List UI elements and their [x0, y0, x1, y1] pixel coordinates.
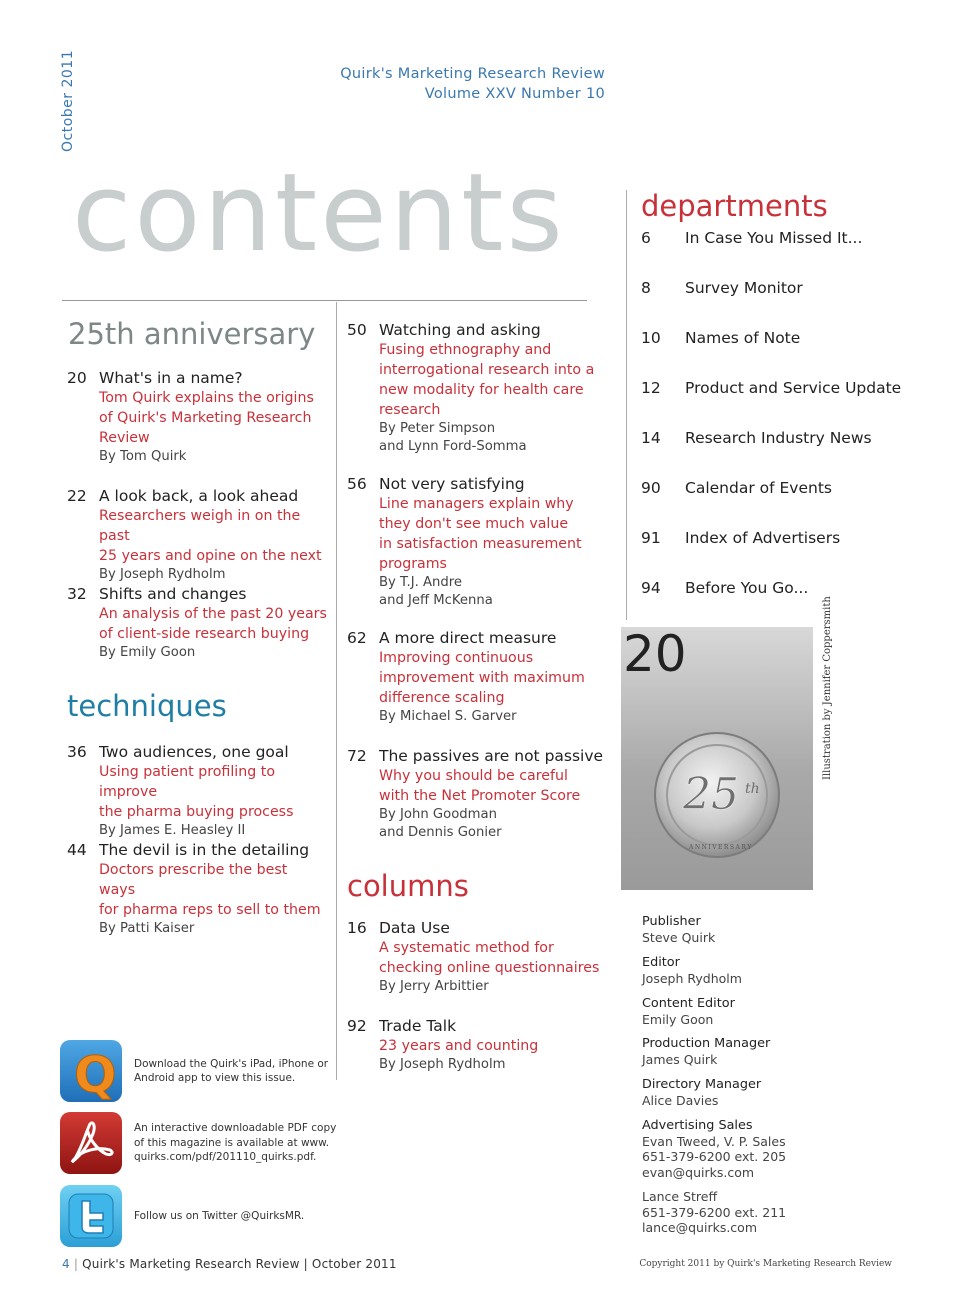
department-item[interactable]: [641, 579, 808, 597]
department-title: Survey Monitor: [685, 279, 803, 297]
section-heading-columns: columns: [347, 869, 469, 903]
staff-detail: evan@quirks.com: [642, 1164, 755, 1180]
department-page-number: 10: [641, 329, 661, 347]
footer-separator: |: [73, 1257, 83, 1271]
toc-page-number: 36: [67, 743, 87, 761]
toc-article-deck: Line managers explain why: [379, 496, 574, 512]
toc-article-deck: difference scaling: [379, 690, 505, 706]
toc-article-title: Trade Talk: [379, 1017, 457, 1035]
toc-entry-body: [379, 628, 607, 726]
toc-article-deck: the pharma buying process: [99, 804, 294, 820]
toc-page-number: 16: [347, 919, 367, 937]
toc-article-deck: Doctors prescribe the best ways: [99, 862, 288, 898]
staff-detail: Evan Tweed, V. P. Sales: [642, 1133, 786, 1149]
toc-article-deck: 25 years and opine on the next: [99, 548, 322, 564]
pdf-download-text: [134, 1121, 336, 1165]
staff-detail: 651-379-6200 ext. 211: [642, 1204, 787, 1220]
toc-byline: By Michael S. Garver: [379, 709, 517, 724]
toc-byline: and Dennis Gonier: [379, 825, 502, 840]
toc-page-number: 50: [347, 321, 367, 339]
toc-page-number: 32: [67, 585, 87, 603]
staff-role: Publisher: [642, 914, 701, 929]
svg-text:th: th: [745, 781, 760, 797]
staff-detail: Steve Quirk: [642, 929, 716, 945]
toc-entry-body: [99, 840, 327, 938]
toc-page-number: 92: [347, 1017, 367, 1035]
staff-role: Production Manager: [642, 1036, 771, 1051]
toc-entry[interactable]: [67, 368, 327, 466]
toc-entry-row: [347, 918, 607, 996]
toc-page-number: 44: [67, 841, 87, 859]
staff-entry: [642, 996, 735, 1027]
staff-entry: [642, 1036, 770, 1067]
toc-entry[interactable]: [67, 486, 327, 584]
promo-text-line: Follow us on Twitter @QuirksMR.: [134, 1209, 305, 1222]
toc-article-deck: of Quirk's Marketing Research: [99, 410, 312, 426]
toc-byline: and Lynn Ford-Somma: [379, 439, 527, 454]
promo-text-line: Android app to view this issue.: [134, 1072, 296, 1084]
staff-role: Advertising Sales: [642, 1118, 753, 1133]
department-title: Research Industry News: [685, 429, 872, 447]
department-page-number: 14: [641, 429, 661, 447]
toc-entry-body: [99, 584, 327, 662]
toc-entry-row: [67, 840, 327, 938]
footer: [62, 1257, 397, 1271]
toc-byline: By James E. Heasley II: [99, 823, 246, 838]
toc-article-title: What's in a name?: [99, 369, 243, 387]
toc-article-deck: for pharma reps to sell to them: [99, 902, 321, 918]
toc-article-deck: 23 years and counting: [379, 1038, 539, 1054]
section-heading-anniversary: 25th anniversary: [68, 317, 316, 351]
toc-page-number: 72: [347, 747, 367, 765]
cover-page-number: 20: [623, 627, 687, 683]
app-download-text: [134, 1057, 328, 1086]
toc-entry[interactable]: [67, 840, 327, 938]
toc-article-title: The devil is in the detailing: [99, 841, 310, 859]
page-number: 4: [62, 1257, 70, 1271]
badge-ring-text: ANNIVERSARY: [689, 844, 753, 851]
toc-page-number: 62: [347, 629, 367, 647]
department-title: Index of Advertisers: [685, 529, 841, 547]
toc-byline: By Tom Quirk: [99, 449, 187, 464]
toc-article-deck: Why you should be careful: [379, 768, 568, 784]
staff-entry: [642, 1118, 786, 1180]
staff-entry: [642, 955, 742, 986]
toc-entry-body: [379, 320, 607, 456]
department-item[interactable]: [641, 379, 901, 397]
toc-article-title: A more direct measure: [379, 629, 557, 647]
toc-entry-body: [99, 486, 327, 584]
toc-article-deck: programs: [379, 556, 447, 572]
staff-entry: [642, 1189, 786, 1236]
toc-article-deck: Improving continuous: [379, 650, 534, 666]
department-item[interactable]: [641, 229, 862, 247]
toc-byline: and Jeff McKenna: [379, 593, 493, 608]
toc-page-number: 22: [67, 487, 87, 505]
toc-entry-body: [379, 1016, 607, 1074]
toc-byline: By Peter Simpson: [379, 421, 496, 436]
toc-byline: By Patti Kaiser: [99, 921, 195, 936]
staff-entry: [642, 914, 715, 945]
toc-entry[interactable]: [347, 1016, 607, 1074]
department-item[interactable]: [641, 429, 872, 447]
copyright-notice: Copyright 2011 by Quirk's Marketing Research Review: [639, 1259, 892, 1269]
department-page-number: 90: [641, 479, 661, 497]
staff-detail: Emily Goon: [642, 1011, 714, 1027]
department-item[interactable]: [641, 529, 840, 547]
masthead: [340, 64, 605, 104]
toc-article-title: Shifts and changes: [99, 585, 247, 603]
toc-entry[interactable]: [347, 474, 607, 610]
department-title: Names of Note: [685, 329, 801, 347]
department-item[interactable]: [641, 279, 803, 297]
toc-entry-row: [347, 1016, 607, 1074]
promo-text-line: Download the Quirk's iPad, iPhone or: [134, 1057, 329, 1070]
promo-text-line: quirks.com/pdf/201110_quirks.pdf.: [134, 1151, 317, 1164]
toc-article-deck: A systematic method for: [379, 940, 554, 956]
toc-entry-row: [347, 320, 607, 456]
department-page-number: 91: [641, 529, 661, 547]
staff-detail: Lance Streff: [642, 1189, 718, 1204]
toc-article-deck: Review: [99, 430, 150, 446]
toc-article-deck: checking online questionnaires: [379, 960, 600, 976]
toc-entry-body: [99, 368, 327, 466]
toc-article-deck: they don't see much value: [379, 516, 569, 532]
pdf-icon[interactable]: [60, 1112, 122, 1174]
department-title: Calendar of Events: [685, 479, 832, 497]
staff-detail: Joseph Rydholm: [642, 970, 742, 986]
twitter-promo[interactable]: [60, 1185, 304, 1247]
badge-number: 25: [683, 769, 739, 820]
column-divider-left: [336, 302, 337, 1080]
toc-article-title: The passives are not passive: [379, 747, 604, 765]
toc-entry-row: [67, 368, 327, 466]
masthead-volume: Volume XXV Number 10: [424, 86, 605, 102]
twitter-text: [134, 1209, 304, 1224]
toc-entry-body: [379, 918, 607, 996]
staff-entry: [642, 1077, 761, 1108]
quirks-app-icon[interactable]: [60, 1040, 122, 1102]
staff-role: Directory Manager: [642, 1077, 762, 1092]
department-item[interactable]: [641, 329, 800, 347]
anniversary-badge-icon: [621, 627, 813, 890]
footer-text: Quirk's Marketing Research Review | October 2011: [82, 1257, 397, 1271]
promo-text-line: An interactive downloadable PDF copy: [134, 1122, 337, 1135]
staff-detail: James Quirk: [642, 1051, 718, 1067]
section-heading-techniques: techniques: [67, 689, 227, 723]
toc-entry-row: [67, 486, 327, 584]
promo-text-line: of this magazine is available at www.: [134, 1136, 330, 1149]
toc-entry[interactable]: [347, 918, 607, 996]
toc-entry-row: [67, 742, 327, 840]
toc-article-title: Two audiences, one goal: [99, 743, 289, 761]
toc-byline: By T.J. Andre: [379, 575, 462, 590]
toc-article-deck: improvement with maximum: [379, 670, 585, 686]
staff-detail: 651-379-6200 ext. 205: [642, 1149, 787, 1164]
department-title: Before You Go...: [685, 579, 809, 597]
toc-byline: By Joseph Rydholm: [379, 1057, 506, 1072]
toc-entry[interactable]: [67, 742, 327, 840]
department-page-number: 94: [641, 579, 661, 597]
masthead-title: Quirk's Marketing Research Review: [340, 66, 605, 82]
toc-byline: By Jerry Arbittier: [379, 979, 489, 994]
section-heading-departments: departments: [641, 189, 828, 223]
svg-text:Q: Q: [74, 1046, 117, 1102]
toc-article-deck: of client-side research buying: [99, 626, 310, 642]
toc-article-title: Watching and asking: [379, 321, 541, 339]
toc-entry[interactable]: [347, 628, 607, 726]
twitter-icon[interactable]: [60, 1185, 122, 1247]
contents-title: contents: [72, 151, 566, 276]
toc-article-deck: Using patient profiling to improve: [99, 764, 275, 800]
toc-article-deck: in satisfaction measurement: [379, 536, 582, 552]
toc-byline: By John Goodman: [379, 807, 497, 822]
toc-byline: By Joseph Rydholm: [99, 567, 226, 582]
toc-article-deck: Tom Quirk explains the origins: [99, 390, 314, 406]
toc-entry[interactable]: [67, 584, 327, 662]
toc-entry-body: [379, 746, 607, 842]
toc-article-deck: research: [379, 402, 441, 418]
toc-byline: By Emily Goon: [99, 645, 196, 660]
toc-article-deck: Researchers weigh in on the past: [99, 508, 301, 544]
department-title: In Case You Missed It...: [685, 229, 863, 247]
toc-entry-row: [67, 584, 327, 662]
toc-article-deck: interrogational research into a: [379, 362, 595, 378]
toc-entry-body: [99, 742, 327, 840]
toc-page-number: 56: [347, 475, 367, 493]
pdf-download-promo[interactable]: [60, 1112, 336, 1174]
toc-entry[interactable]: [347, 746, 607, 842]
toc-entry-row: [347, 474, 607, 610]
cover-illustration: [621, 627, 813, 890]
toc-entry-row: [347, 746, 607, 842]
app-download-promo[interactable]: [60, 1040, 328, 1102]
toc-article-title: A look back, a look ahead: [99, 487, 299, 505]
toc-article-title: Data Use: [379, 919, 450, 937]
department-page-number: 8: [641, 279, 651, 297]
toc-entry-body: [379, 474, 607, 610]
staff-role: Content Editor: [642, 996, 735, 1011]
toc-page-number: 20: [67, 369, 87, 387]
toc-article-deck: Fusing ethnography and: [379, 342, 552, 358]
toc-article-deck: An analysis of the past 20 years: [99, 606, 327, 622]
toc-article-deck: new modality for health care: [379, 382, 584, 398]
staff-detail: Alice Davies: [642, 1092, 719, 1108]
department-page-number: 6: [641, 229, 651, 247]
title-divider: [62, 300, 587, 301]
illustration-credit: Illustration by Jennifer Coppersmith: [822, 596, 833, 780]
department-item[interactable]: [641, 479, 832, 497]
toc-entry-row: [347, 628, 607, 726]
department-title: Product and Service Update: [685, 379, 902, 397]
staff-role: Editor: [642, 955, 680, 970]
issue-date-vertical: October 2011: [60, 49, 76, 152]
department-page-number: 12: [641, 379, 661, 397]
toc-article-deck: with the Net Promoter Score: [379, 788, 581, 804]
column-divider-right: [626, 190, 627, 620]
staff-detail: lance@quirks.com: [642, 1220, 758, 1235]
toc-article-title: Not very satisfying: [379, 475, 525, 493]
toc-entry[interactable]: [347, 320, 607, 456]
